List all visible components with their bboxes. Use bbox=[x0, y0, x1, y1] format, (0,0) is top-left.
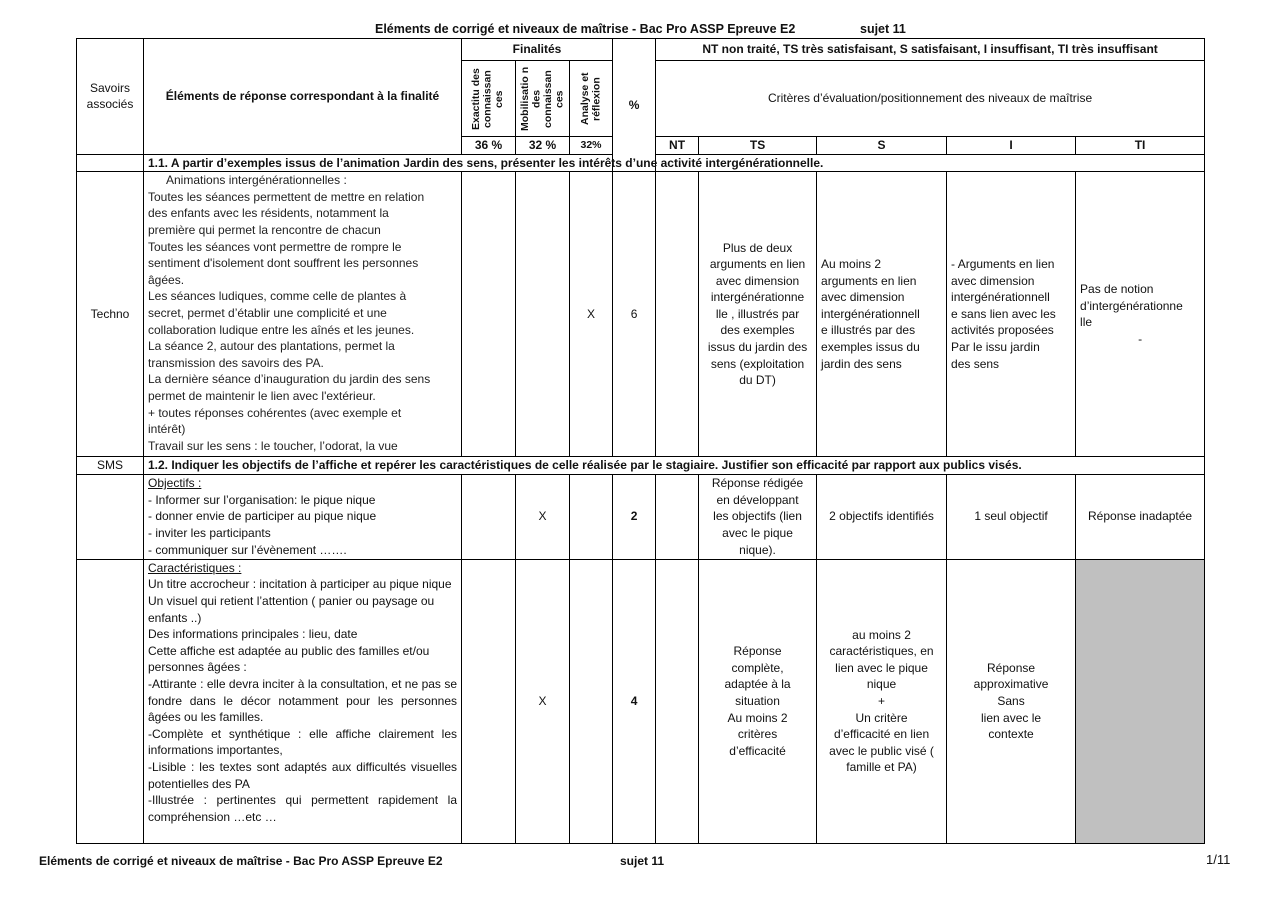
section1-savoir: Techno bbox=[77, 172, 144, 457]
section1-nt bbox=[656, 172, 699, 457]
objectifs-elements: Objectifs : - Informer sur l’organisation: le pique nique - donner envie de participer au pique nique - inviter les participants - communiquer sur l’évènement ……. bbox=[144, 474, 462, 559]
level-ti: TI bbox=[1076, 137, 1205, 155]
header-finalite-mobilisation: Mobilisatio n des connaissan ces bbox=[516, 61, 570, 137]
section1-percent: 6 bbox=[613, 172, 656, 457]
section1-heading: Animations intergénérationnelles : bbox=[166, 173, 347, 188]
level-nt: NT bbox=[656, 137, 699, 155]
carac-mark-analyse bbox=[570, 559, 613, 843]
section1-s: Au moins 2 arguments en lien avec dimension intergénérationnell e illustrés par des exemples issus du jardin des sens bbox=[817, 172, 947, 457]
section1-ts: Plus de deux arguments en lien avec dimension intergénérationne lle , illustrés par des exemples issus du jardin des sens (exploitation du DT) bbox=[699, 172, 817, 457]
objectifs-s: 2 objectifs identifiés bbox=[817, 474, 947, 559]
carac-s: au moins 2 caractéristiques, en lien avec le pique nique + Un critère d’efficacité en lien avec le public visé ( famille et PA) bbox=[817, 559, 947, 843]
carac-mark-exactitude bbox=[462, 559, 516, 843]
footer-title: Eléments de corrigé et niveaux de maîtrise - Bac Pro ASSP Epreuve E2 bbox=[39, 854, 443, 868]
subject-label: sujet 11 bbox=[860, 22, 906, 36]
header-finalite-analyse: Analyse et réflexion bbox=[570, 61, 613, 137]
objectifs-i: 1 seul objectif bbox=[947, 474, 1076, 559]
objectifs-savoir-empty bbox=[77, 474, 144, 559]
section1-i: - Arguments en lien avec dimension intergénérationnell e sans lien avec les activités proposées Par le issu jardin des sens bbox=[947, 172, 1076, 457]
objectifs-mark-exactitude bbox=[462, 474, 516, 559]
section1-ti: Pas de notion d’intergénérationne lle - bbox=[1076, 172, 1205, 457]
carac-i: Réponse approximative Sans lien avec le contexte bbox=[947, 559, 1076, 843]
header-finalite-exactitude: Exactitu des connaissan ces bbox=[462, 61, 516, 137]
grading-table bbox=[76, 38, 1205, 844]
page-title bbox=[375, 22, 906, 36]
pct-analyse: 32% bbox=[570, 137, 613, 155]
section1-mark-mobilisation bbox=[516, 172, 570, 457]
objectifs-heading: Objectifs : bbox=[148, 476, 202, 491]
carac-ti-shaded bbox=[1076, 559, 1205, 843]
objectifs-mark-analyse bbox=[570, 474, 613, 559]
carac-ts: Réponse complète, adaptée à la situation Au moins 2 critères d’efficacité bbox=[699, 559, 817, 843]
header-legend: NT non traité, TS très satisfaisant, S satisfaisant, I insuffisant, TI très insuffisant bbox=[656, 39, 1205, 61]
footer-subject: sujet 11 bbox=[620, 854, 665, 868]
objectifs-nt bbox=[656, 474, 699, 559]
objectifs-mark-mobilisation: X bbox=[516, 474, 570, 559]
page-number: 1/11 bbox=[1206, 852, 1231, 867]
level-s: S bbox=[817, 137, 947, 155]
objectifs-ti: Réponse inadaptée bbox=[1076, 474, 1205, 559]
pct-mobilisation: 32 % bbox=[516, 137, 570, 155]
carac-mark-mobilisation: X bbox=[516, 559, 570, 843]
section1-savoir-empty bbox=[77, 154, 144, 172]
carac-percent: 4 bbox=[613, 559, 656, 843]
header-savoirs: Savoirs associés bbox=[77, 39, 144, 155]
objectifs-percent: 2 bbox=[613, 474, 656, 559]
carac-nt bbox=[656, 559, 699, 843]
document-title: Eléments de corrigé et niveaux de maîtrise - Bac Pro ASSP Epreuve E2 bbox=[375, 22, 796, 36]
section2-title: 1.2. Indiquer les objectifs de l’affiche et repérer les caractéristiques de celle réalisée par le stagiaire. Justifier son efficacité par rapport aux publics visés. bbox=[144, 457, 1205, 475]
section1-mark-analyse: X bbox=[570, 172, 613, 457]
section1-title: 1.1. A partir d’exemples issus de l’animation Jardin des sens, présenter les intérêts d’une activité intergénérationnelle. bbox=[144, 154, 1205, 172]
header-finalites: Finalités bbox=[462, 39, 613, 61]
header-criteria: Critères d’évaluation/positionnement des niveaux de maîtrise bbox=[656, 61, 1205, 137]
header-percent: % bbox=[613, 39, 656, 172]
header-elements: Éléments de réponse correspondant à la finalité bbox=[144, 39, 462, 155]
level-i: I bbox=[947, 137, 1076, 155]
objectifs-ts: Réponse rédigée en développant les objectifs (lien avec le pique nique). bbox=[699, 474, 817, 559]
level-ts: TS bbox=[699, 137, 817, 155]
section1-elements: Animations intergénérationnelles : Toutes les séances permettent de mettre en relation des enfants avec les résidents, notamment la première qui permet la rencontre de chacun Toutes les séances vont permettre de rompre le sentiment d'isolement dont souffrent les personnes âgées. Les séances ludiques, comme celle de plantes à secret, permet d’établir une complicité et une collaboration ludique entre les aînés et les jeunes. La séance 2, autour des plantations, permet la transmission des savoirs des PA. La dernière séance d’inauguration du jardin des sens permet de maintenir le lien avec l'extérieur. + toutes réponses cohérentes (avec exemple et intérêt) Travail sur les sens : le toucher, l’odorat, la vue bbox=[144, 172, 462, 457]
carac-savoir-empty bbox=[77, 559, 144, 843]
carac-elements: Caractéristiques : Un titre accrocheur : incitation à participer au pique nique Un visuel qui retient l’attention ( panier ou paysage ou enfants ..) Des informations principales : lieu, date Cette affiche est adaptée au public des familles et/ou personnes âgées : -Attirante : elle devra inciter à la consultation, et ne pas se fondre dans le décor notamment pour les personnes âgées ou les familles. -Complète et synthétique : elle affiche clairement les informations importantes, -Lisible : les textes sont adaptés aux difficultés visuelles potentielles des PA -Illustrée : pertinentes qui permettent rapidement la compréhension …etc … bbox=[144, 559, 462, 843]
pct-exactitude: 36 % bbox=[462, 137, 516, 155]
carac-heading: Caractéristiques : bbox=[148, 560, 242, 575]
section2-savoir: SMS bbox=[77, 457, 144, 475]
section1-mark-exactitude bbox=[462, 172, 516, 457]
